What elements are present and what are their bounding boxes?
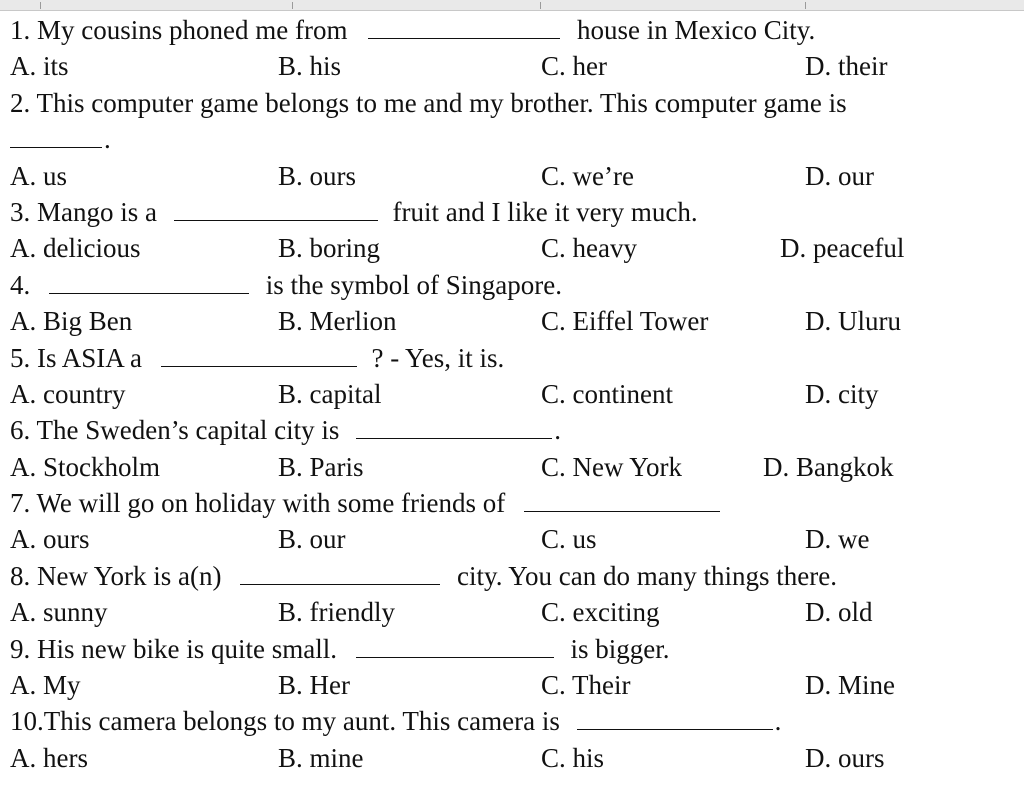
option-a[interactable]: A. us (10, 160, 68, 191)
answer-blank[interactable] (161, 344, 357, 367)
option-b[interactable]: B. Paris (278, 451, 364, 482)
option-c[interactable]: C. Their (541, 670, 631, 701)
question-text-after: house in Mexico City. (576, 15, 816, 45)
question-line (10, 558, 1014, 594)
ruler-tick (40, 2, 41, 9)
question-text: 10.This camera belongs to my aunt. This camera is (10, 706, 560, 737)
question-text-after: fruit and I like it very much. (392, 196, 698, 227)
option-a[interactable]: A. its (10, 51, 69, 82)
option-a[interactable]: A. delicious (10, 233, 141, 264)
option-c[interactable]: C. Eiffel Tower (541, 306, 709, 337)
question-text: 3. Mango is a (10, 196, 157, 227)
question-line (10, 267, 1014, 303)
question-line (10, 340, 1014, 376)
question-line-continued (10, 121, 1014, 157)
question-text: 9. His new bike is quite small. (10, 633, 337, 664)
option-c[interactable]: C. exciting (541, 597, 660, 628)
option-a[interactable]: A. Stockholm (10, 451, 161, 482)
option-a[interactable]: A. My (10, 670, 81, 701)
answer-blank[interactable] (524, 485, 720, 512)
question-line (10, 12, 1014, 48)
option-a[interactable]: A. hers (10, 742, 88, 773)
question-line (10, 194, 1014, 230)
question-line (10, 703, 1014, 739)
answer-blank[interactable] (356, 416, 552, 439)
answer-blank[interactable] (577, 707, 773, 730)
option-b[interactable]: B. capital (278, 378, 382, 409)
question-text-after: is bigger. (570, 633, 670, 664)
question-text: 2. This computer game belongs to me and my brother. This computer game is (10, 87, 847, 118)
option-d[interactable]: D. old (805, 597, 873, 628)
option-c[interactable]: C. his (541, 742, 605, 773)
answer-blank[interactable] (174, 198, 378, 221)
option-b[interactable]: B. boring (278, 233, 381, 264)
options-line (10, 449, 1014, 485)
option-c[interactable]: C. we’re (541, 160, 634, 191)
option-c[interactable]: C. her (541, 51, 607, 82)
option-b[interactable]: B. friendly (278, 597, 395, 628)
options-line (10, 230, 1014, 266)
option-c[interactable]: C. heavy (541, 233, 637, 264)
option-b[interactable]: B. mine (278, 742, 364, 773)
option-d[interactable]: D. Uluru (805, 306, 901, 337)
question-text-after: . (774, 706, 782, 737)
option-b[interactable]: B. Merlion (278, 306, 397, 337)
option-a[interactable]: A. Big Ben (10, 306, 133, 337)
question-line (10, 485, 1014, 521)
question-text: 8. New York is a(n) (10, 560, 222, 591)
options-line (10, 48, 1014, 84)
answer-blank[interactable] (49, 271, 249, 294)
worksheet (10, 12, 1014, 776)
question-text: 6. The Sweden’s capital city is (10, 415, 340, 446)
ruler (0, 0, 1024, 11)
question-text-after: ? - Yes, it is. (371, 342, 505, 373)
option-d[interactable]: D. Mine (805, 670, 895, 701)
option-c[interactable]: C. continent (541, 378, 673, 409)
option-b[interactable]: B. Her (278, 670, 350, 701)
question-text-after: . (104, 124, 111, 155)
option-b[interactable]: B. ours (278, 160, 357, 191)
options-line (10, 376, 1014, 412)
option-b[interactable]: B. our (278, 524, 346, 555)
option-d[interactable]: D. city (805, 378, 879, 409)
option-d[interactable]: D. we (805, 524, 870, 555)
question-line (10, 412, 1014, 448)
option-a[interactable]: A. country (10, 378, 126, 409)
option-c[interactable]: C. New York (541, 451, 683, 482)
question-text-after: city. You can do many things there. (457, 560, 837, 591)
question-line (10, 631, 1014, 667)
option-d[interactable]: D. Bangkok (763, 451, 894, 482)
question-text: 7. We will go on holiday with some friends of (10, 488, 506, 519)
answer-blank[interactable] (240, 562, 440, 585)
question-line (10, 85, 1014, 121)
option-a[interactable]: A. sunny (10, 597, 108, 628)
ruler-tick (540, 2, 541, 9)
question-text-after: . (554, 415, 561, 446)
option-c[interactable]: C. us (541, 524, 597, 555)
options-line (10, 667, 1014, 703)
question-text: 1. My cousins phoned me from (10, 15, 348, 45)
options-line (10, 740, 1014, 776)
option-a[interactable]: A. ours (10, 524, 90, 555)
options-line (10, 158, 1014, 194)
option-d[interactable]: D. peaceful (780, 233, 905, 264)
options-line (10, 594, 1014, 630)
answer-blank[interactable] (356, 635, 554, 658)
ruler-tick (805, 2, 806, 9)
question-text-after: is the symbol of Singapore. (265, 269, 562, 300)
options-line (10, 303, 1014, 339)
option-d[interactable]: D. our (805, 160, 874, 191)
option-b[interactable]: B. his (278, 51, 342, 82)
question-text: 5. Is ASIA a (10, 342, 143, 373)
options-line (10, 521, 1014, 557)
question-text: 4. (10, 269, 31, 300)
option-d[interactable]: D. ours (805, 742, 885, 773)
option-d[interactable]: D. their (805, 51, 888, 82)
answer-blank[interactable] (10, 125, 102, 148)
ruler-tick (292, 2, 293, 9)
answer-blank[interactable] (368, 16, 560, 39)
